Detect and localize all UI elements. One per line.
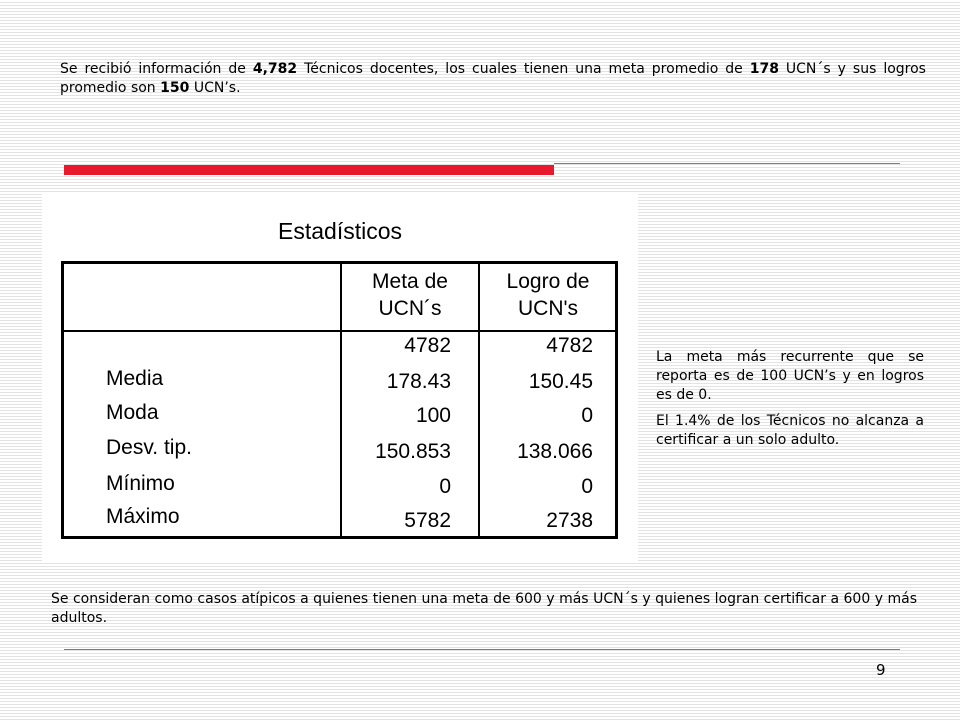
statistics-title: Estadísticos	[278, 218, 402, 244]
top-divider-line	[554, 163, 900, 164]
side-note-paragraph-1: La meta más recurrente que se reporta es de 100 UCN’s y en logros es de 0.	[656, 349, 924, 403]
column-header-meta-line1: Meta de	[372, 270, 448, 293]
column-header-logro-line1: Logro de	[506, 270, 590, 293]
statistics-panel	[42, 194, 638, 562]
column-header-logro	[480, 268, 616, 322]
bottom-note: Se consideran como casos atípicos a quienes tienen una meta de 600 y más UCN´s y quienes logran certificar a 600 y más adultos.	[51, 591, 917, 626]
table-header-divider	[64, 330, 615, 332]
cell-n-logro: 4782	[546, 334, 593, 357]
cell-maximo-logro: 2738	[546, 509, 593, 532]
intro-paragraph	[60, 60, 926, 98]
side-note	[656, 348, 924, 457]
intro-meta-average: 178	[749, 61, 779, 77]
column-header-meta	[342, 268, 478, 322]
intro-count: 4,782	[252, 61, 298, 77]
cell-n-meta: 4782	[404, 334, 451, 357]
red-accent-bar	[64, 165, 554, 175]
row-label-moda: Moda	[106, 401, 159, 424]
row-label-maximo: Máximo	[106, 505, 180, 528]
cell-desv-logro: 138.066	[517, 440, 593, 463]
cell-media-meta: 178.43	[386, 370, 451, 393]
cell-moda-logro: 0	[581, 404, 593, 427]
bottom-divider-line	[64, 649, 900, 650]
intro-text-4: UCN’s.	[189, 80, 241, 96]
cell-minimo-meta: 0	[439, 475, 451, 498]
column-header-meta-line2: UCN´s	[378, 297, 442, 320]
row-label-minimo: Mínimo	[106, 472, 175, 495]
cell-moda-meta: 100	[415, 404, 451, 427]
row-label-media: Media	[106, 367, 164, 390]
column-header-logro-line2: UCN's	[517, 297, 578, 320]
page-number: 9	[876, 661, 886, 679]
row-label-desv-tip: Desv. tip.	[106, 436, 192, 459]
cell-desv-meta: 150.853	[375, 440, 451, 463]
statistics-table	[61, 261, 618, 539]
intro-text-3: UCN´s y sus logros promedio son	[60, 61, 926, 96]
side-note-paragraph-2: El 1.4% de los Técnicos no alcanza a certificar a un solo adulto.	[656, 413, 924, 448]
intro-logro-average: 150	[160, 80, 190, 96]
intro-text-2: Técnicos docentes, los cuales tienen una meta promedio de	[297, 61, 750, 77]
intro-text-1: Se recibió información de	[60, 61, 253, 77]
cell-minimo-logro: 0	[581, 475, 593, 498]
cell-media-logro: 150.45	[528, 370, 593, 393]
cell-maximo-meta: 5782	[404, 509, 451, 532]
